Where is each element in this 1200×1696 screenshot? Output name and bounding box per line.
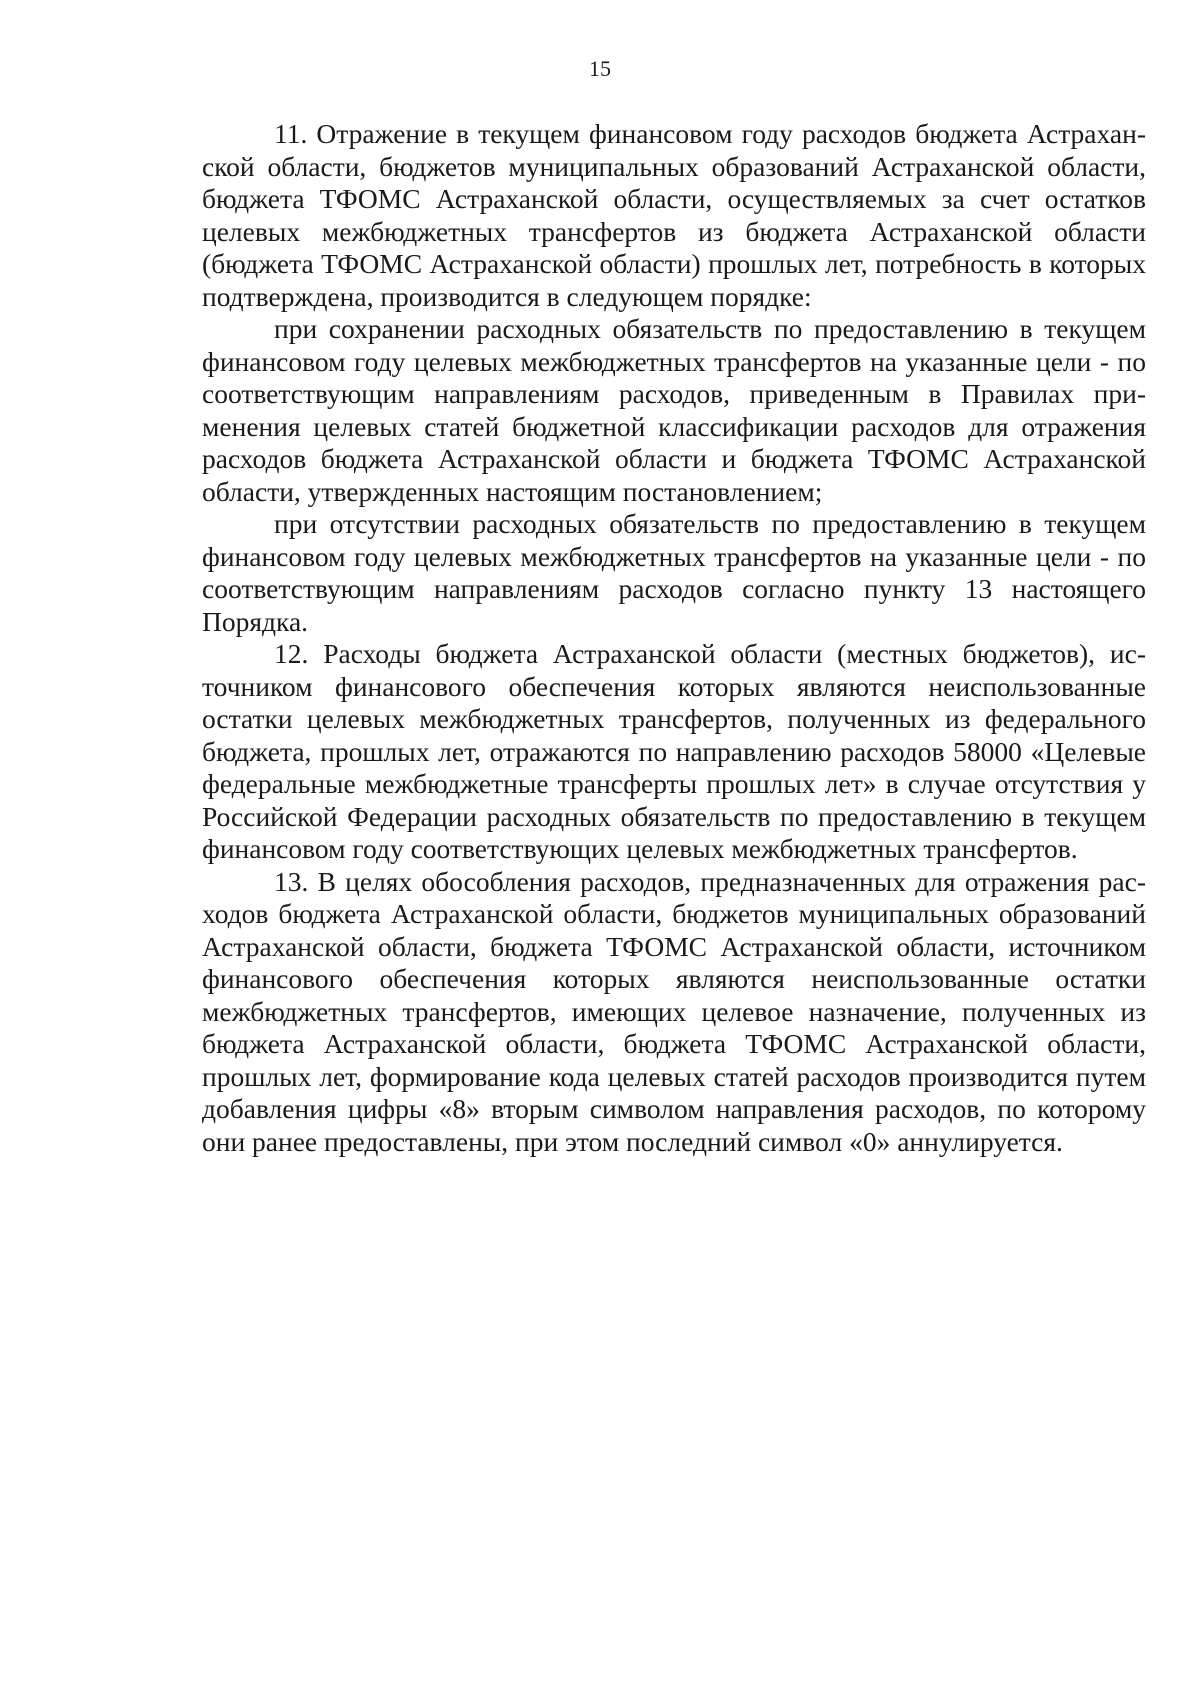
page-number: 15 xyxy=(589,56,611,81)
paragraph-11-subitem-2: при отсутствии расходных обязательств по предоставлению в текущем финансовом году целевых межбюджетных трансфертов на указанные цели - по соответствующим направлениям расходов согласно пункту 13 настоящего Порядка. xyxy=(202,508,1146,637)
paragraph-11-subitem-1: при сохранении расходных обязательств по предоставлению в текущем финансовом году целевых межбюджетных трансфертов на указанные цели - по соответствующим направлениям расходов, приведенным в Правилах применения целевых статей бюджетной классификации расходов для отражения расходов бюджета Астраханской области и бюджета ТФОМС Астраханской области, утвержденных настоящим постановлением; xyxy=(202,313,1146,507)
document-body xyxy=(202,118,1146,1158)
paragraph-11: 11. Отражение в текущем финансовом году расходов бюджета Астраханской области, бюджетов муниципальных образований Астраханской области, бюджета ТФОМС Астраханской области, осуществляемых за счет остатков целевых межбюджетных трансфертов из бюджета Астраханской области (бюджета ТФОМС Астраханской области) прошлых лет, потребность в которых подтверждена, производится в следующем порядке: xyxy=(202,118,1146,312)
paragraph-13: 13. В целях обособления расходов, предназначенных для отражения расходов бюджета Астраханской области, бюджетов муниципальных образований Астраханской области, бюджета ТФОМС Астраханской области, источником финансового обеспечения которых являются неиспользованные остатки межбюджетных трансфертов, имеющих целевое назначение, полученных из бюджета Астраханской области, бюджета ТФОМС Астраханской области, прошлых лет, формирование кода целевых статей расходов производится путем добавления цифры «8» вторым символом направления расходов, по которому они ранее предоставлены, при этом последний символ «0» аннулируется. xyxy=(202,865,1146,1157)
paragraph-12: 12. Расходы бюджета Астраханской области (местных бюджетов), источником финансового обеспечения которых являются неиспользованные остатки целевых межбюджетных трансфертов, полученных из федерального бюджета, прошлых лет, отражаются по направлению расходов 58000 «Целевые федеральные межбюджетные трансферты прошлых лет» в случае отсутствия у Российской Федерации расходных обязательств по предоставлению в текущем финансовом году соответствующих целевых межбюджетных трансфертов. xyxy=(202,638,1146,864)
